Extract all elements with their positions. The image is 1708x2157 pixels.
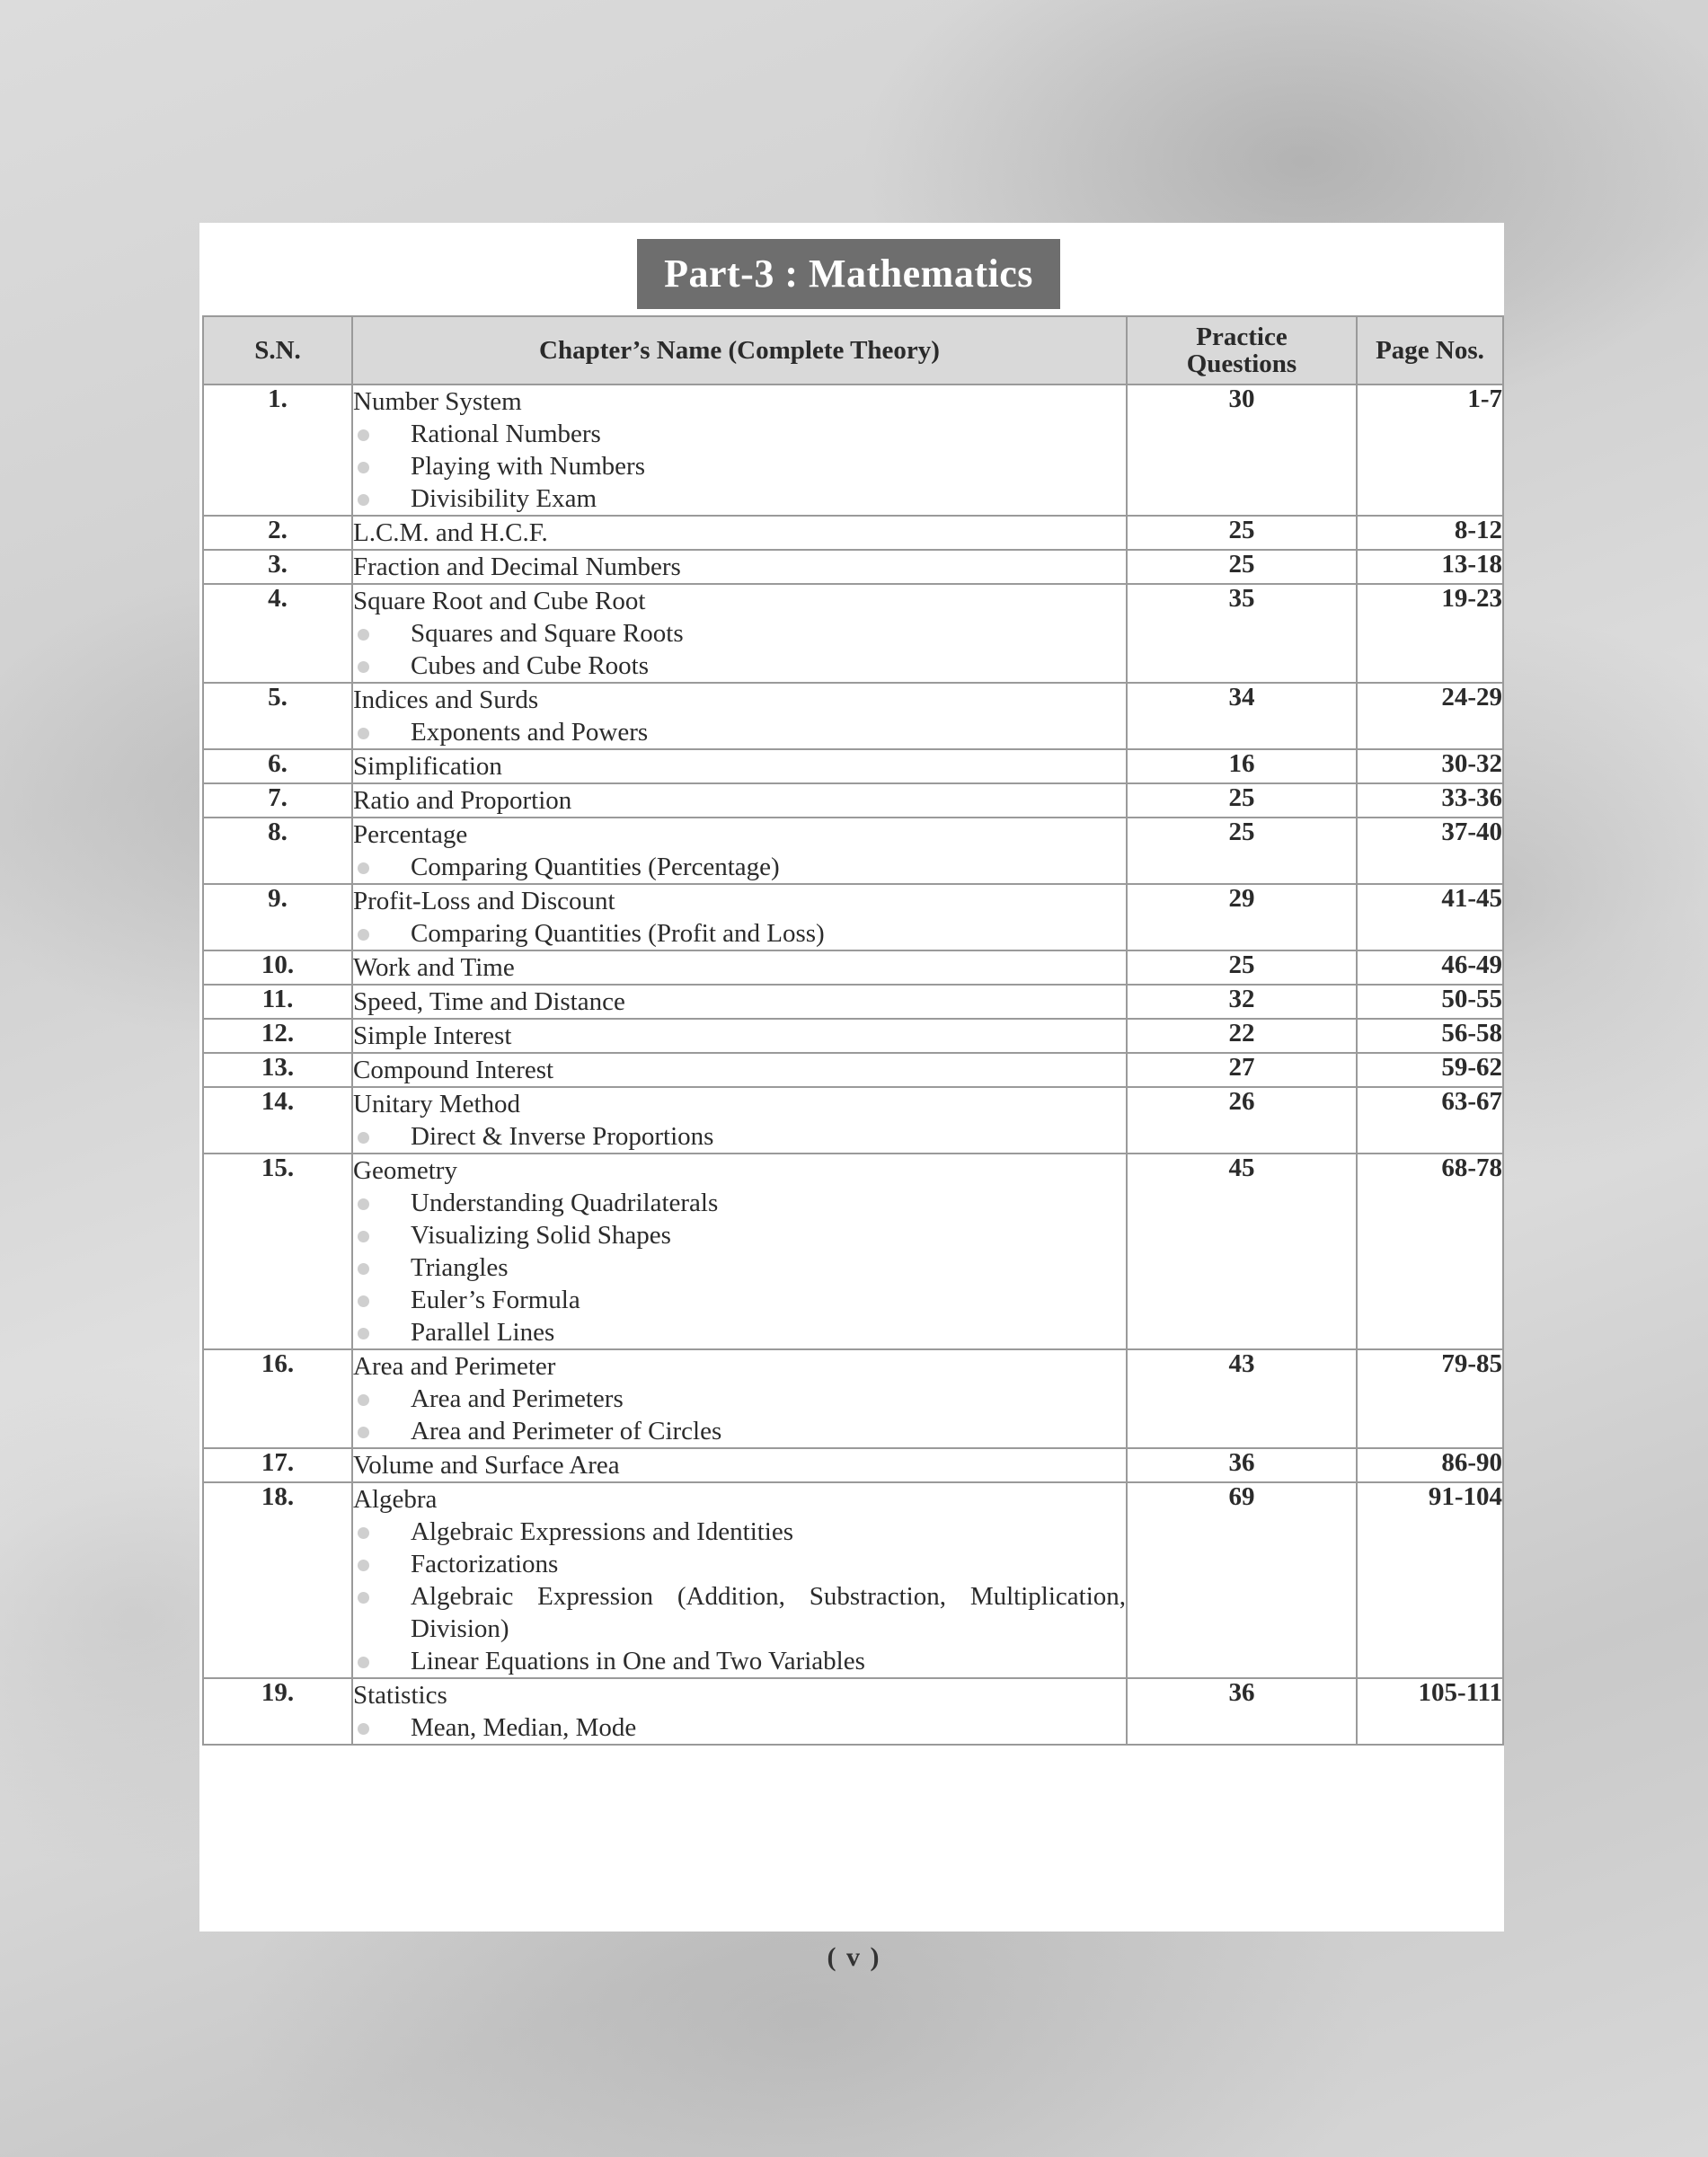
chapter-cell: [352, 985, 1127, 1019]
chapter-name: Simplification: [353, 752, 502, 781]
chapter-cell: [352, 385, 1127, 516]
page-range: 50-55: [1357, 985, 1503, 1019]
serial-number: 16.: [203, 1349, 352, 1448]
subtopic-item: [353, 1251, 1126, 1284]
subtopic-text: Exponents and Powers: [411, 718, 649, 747]
table-row: [203, 550, 1503, 584]
practice-questions: 29: [1127, 884, 1357, 950]
bullet-icon: [358, 1527, 369, 1539]
page-range: 8-12: [1357, 516, 1503, 550]
serial-number: 8.: [203, 818, 352, 884]
practice-questions: 25: [1127, 818, 1357, 884]
bullet-icon: [358, 862, 369, 874]
chapter-name: Ratio and Proportion: [353, 786, 572, 815]
chapter-name: Percentage: [353, 820, 468, 849]
serial-number: 14.: [203, 1087, 352, 1154]
header-chapter-name: Chapter’s Name (Complete Theory): [352, 316, 1127, 385]
table-row: [203, 385, 1503, 516]
subtopic-text: Squares and Square Roots: [411, 619, 684, 648]
table-row: [203, 1678, 1503, 1745]
page-range: 86-90: [1357, 1448, 1503, 1482]
chapter-name: Square Root and Cube Root: [353, 587, 646, 615]
practice-questions: 36: [1127, 1678, 1357, 1745]
subtopic-item: [353, 917, 1126, 950]
subtopic-item: [353, 1284, 1126, 1316]
subtopic-item: [353, 1187, 1126, 1219]
table-row: [203, 1154, 1503, 1349]
subtopic-list: [353, 1120, 1126, 1153]
subtopic-item: [353, 1383, 1126, 1415]
page-range: 37-40: [1357, 818, 1503, 884]
subtopic-text: Cubes and Cube Roots: [411, 651, 650, 680]
chapter-cell: [352, 749, 1127, 783]
subtopic-item: [353, 418, 1126, 450]
practice-questions: 34: [1127, 683, 1357, 749]
table-body: [203, 385, 1503, 1745]
chapter-cell: [352, 1154, 1127, 1349]
serial-number: 2.: [203, 516, 352, 550]
table-row: [203, 584, 1503, 683]
chapter-name: Simple Interest: [353, 1021, 512, 1050]
bullet-icon: [358, 1394, 369, 1406]
subtopic-item: [353, 650, 1126, 682]
subtopic-list: [353, 1383, 1126, 1447]
table-row: [203, 1019, 1503, 1053]
chapter-cell: [352, 1448, 1127, 1482]
practice-questions: 69: [1127, 1482, 1357, 1678]
chapter-cell: [352, 1053, 1127, 1087]
subtopic-text: Factorizations: [411, 1550, 559, 1578]
subtopic-text: Parallel Lines: [411, 1318, 555, 1347]
subtopic-text: Comparing Quantities (Percentage): [411, 853, 780, 881]
chapter-name: Unitary Method: [353, 1090, 521, 1118]
subtopic-text: Understanding Quadrilaterals: [411, 1189, 719, 1217]
page-range: 1-7: [1357, 385, 1503, 516]
practice-questions: 35: [1127, 584, 1357, 683]
serial-number: 4.: [203, 584, 352, 683]
subtopic-text: Algebraic Expression (Addition, Substraction, Multiplication, Division): [411, 1582, 1126, 1643]
serial-number: 19.: [203, 1678, 352, 1745]
bullet-icon: [358, 429, 369, 441]
page-range: 68-78: [1357, 1154, 1503, 1349]
bullet-icon: [358, 1295, 369, 1307]
header-questions-line1: Practice: [1196, 323, 1288, 351]
chapter-cell: [352, 516, 1127, 550]
subtopic-item: [353, 1580, 1126, 1645]
subtopic-text: Algebraic Expressions and Identities: [411, 1517, 794, 1546]
contents-table: [202, 315, 1504, 1746]
chapter-name: Indices and Surds: [353, 685, 539, 714]
subtopic-item: [353, 1415, 1126, 1447]
chapter-cell: [352, 1349, 1127, 1448]
subtopic-list: [353, 716, 1126, 748]
chapter-name: Fraction and Decimal Numbers: [353, 553, 681, 581]
practice-questions: 26: [1127, 1087, 1357, 1154]
page-title: Part-3 : Mathematics: [637, 239, 1060, 309]
page-range: 33-36: [1357, 783, 1503, 818]
serial-number: 10.: [203, 950, 352, 985]
chapter-name: L.C.M. and H.C.F.: [353, 518, 548, 547]
bullet-icon: [358, 1328, 369, 1339]
subtopic-list: [353, 917, 1126, 950]
header-questions-line2: Questions: [1186, 349, 1297, 378]
page-range: 46-49: [1357, 950, 1503, 985]
subtopic-item: [353, 716, 1126, 748]
chapter-cell: [352, 884, 1127, 950]
practice-questions: 32: [1127, 985, 1357, 1019]
chapter-name: Statistics: [353, 1681, 447, 1710]
page-range: 79-85: [1357, 1349, 1503, 1448]
serial-number: 3.: [203, 550, 352, 584]
subtopic-item: [353, 1645, 1126, 1677]
chapter-name: Volume and Surface Area: [353, 1451, 620, 1480]
subtopic-item: [353, 851, 1126, 883]
bullet-icon: [358, 1560, 369, 1571]
page-range: 91-104: [1357, 1482, 1503, 1678]
serial-number: 15.: [203, 1154, 352, 1349]
table-row: [203, 683, 1503, 749]
bullet-icon: [358, 629, 369, 641]
subtopic-list: [353, 418, 1126, 515]
table-row: [203, 516, 1503, 550]
table-row: [203, 818, 1503, 884]
practice-questions: 30: [1127, 385, 1357, 516]
chapter-name: Area and Perimeter: [353, 1352, 556, 1381]
chapter-cell: [352, 1087, 1127, 1154]
bullet-icon: [358, 494, 369, 506]
chapter-cell: [352, 1019, 1127, 1053]
page-number: ( v ): [827, 1942, 881, 1972]
chapter-cell: [352, 818, 1127, 884]
subtopic-text: Mean, Median, Mode: [411, 1713, 637, 1742]
subtopic-list: [353, 617, 1126, 682]
practice-questions: 45: [1127, 1154, 1357, 1349]
subtopic-text: Area and Perimeter of Circles: [411, 1417, 722, 1445]
serial-number: 7.: [203, 783, 352, 818]
subtopic-list: [353, 1711, 1126, 1744]
subtopic-text: Euler’s Formula: [411, 1286, 580, 1314]
practice-questions: 27: [1127, 1053, 1357, 1087]
bullet-icon: [358, 1592, 369, 1604]
chapter-cell: [352, 683, 1127, 749]
page-range: 13-18: [1357, 550, 1503, 584]
chapter-name: Number System: [353, 387, 522, 416]
practice-questions: 25: [1127, 783, 1357, 818]
subtopic-text: Triangles: [411, 1253, 509, 1282]
bullet-icon: [358, 1231, 369, 1242]
subtopic-text: Comparing Quantities (Profit and Loss): [411, 919, 825, 948]
page-range: 105-111: [1357, 1678, 1503, 1745]
chapter-name: Algebra: [353, 1485, 438, 1514]
chapter-name: Work and Time: [353, 953, 515, 982]
table-row: [203, 749, 1503, 783]
chapter-cell: [352, 1482, 1127, 1678]
serial-number: 1.: [203, 385, 352, 516]
bullet-icon: [358, 462, 369, 473]
page-range: 41-45: [1357, 884, 1503, 950]
chapter-cell: [352, 584, 1127, 683]
subtopic-item: [353, 617, 1126, 650]
subtopic-item: [353, 1548, 1126, 1580]
chapter-name: Profit-Loss and Discount: [353, 887, 615, 915]
practice-questions: 25: [1127, 516, 1357, 550]
practice-questions: 25: [1127, 550, 1357, 584]
bullet-icon: [358, 728, 369, 739]
chapter-name: Geometry: [353, 1156, 457, 1185]
bullet-icon: [358, 1132, 369, 1144]
table-row: [203, 1053, 1503, 1087]
subtopic-text: Rational Numbers: [411, 420, 601, 448]
practice-questions: 43: [1127, 1349, 1357, 1448]
serial-number: 6.: [203, 749, 352, 783]
subtopic-item: [353, 1711, 1126, 1744]
serial-number: 18.: [203, 1482, 352, 1678]
chapter-cell: [352, 950, 1127, 985]
page-range: 56-58: [1357, 1019, 1503, 1053]
table-row: [203, 1349, 1503, 1448]
page-range: 19-23: [1357, 584, 1503, 683]
practice-questions: 16: [1127, 749, 1357, 783]
practice-questions: 22: [1127, 1019, 1357, 1053]
serial-number: 5.: [203, 683, 352, 749]
page-range: 30-32: [1357, 749, 1503, 783]
subtopic-item: [353, 450, 1126, 482]
practice-questions: 36: [1127, 1448, 1357, 1482]
page-range: 59-62: [1357, 1053, 1503, 1087]
subtopic-text: Direct & Inverse Proportions: [411, 1122, 714, 1151]
page-range: 24-29: [1357, 683, 1503, 749]
chapter-cell: [352, 1678, 1127, 1745]
bullet-icon: [358, 929, 369, 941]
bullet-icon: [358, 1198, 369, 1210]
table-row: [203, 1448, 1503, 1482]
serial-number: 13.: [203, 1053, 352, 1087]
page-range: 63-67: [1357, 1087, 1503, 1154]
serial-number: 9.: [203, 884, 352, 950]
table-row: [203, 985, 1503, 1019]
subtopic-item: [353, 482, 1126, 515]
chapter-name: Compound Interest: [353, 1056, 554, 1084]
serial-number: 11.: [203, 985, 352, 1019]
header-row: [203, 316, 1503, 385]
subtopic-text: Divisibility Exam: [411, 484, 597, 513]
table-row: [203, 950, 1503, 985]
table-header: [203, 316, 1503, 385]
table-row: [203, 783, 1503, 818]
subtopic-text: Area and Perimeters: [411, 1384, 624, 1413]
subtopic-item: [353, 1219, 1126, 1251]
subtopic-item: [353, 1316, 1126, 1348]
subtopic-list: [353, 1187, 1126, 1348]
serial-number: 12.: [203, 1019, 352, 1053]
serial-number: 17.: [203, 1448, 352, 1482]
chapter-cell: [352, 783, 1127, 818]
header-sn: S.N.: [203, 316, 352, 385]
subtopic-list: [353, 1516, 1126, 1677]
subtopic-item: [353, 1516, 1126, 1548]
bullet-icon: [358, 661, 369, 673]
table-row: [203, 1482, 1503, 1678]
table-row: [203, 1087, 1503, 1154]
subtopic-text: Playing with Numbers: [411, 452, 645, 481]
bullet-icon: [358, 1657, 369, 1668]
bullet-icon: [358, 1263, 369, 1275]
contents-panel: [199, 223, 1504, 1932]
subtopic-text: Visualizing Solid Shapes: [411, 1221, 671, 1250]
table-row: [203, 884, 1503, 950]
header-page-nos: Page Nos.: [1357, 316, 1503, 385]
subtopic-item: [353, 1120, 1126, 1153]
bullet-icon: [358, 1723, 369, 1735]
bullet-icon: [358, 1427, 369, 1438]
subtopic-text: Linear Equations in One and Two Variables: [411, 1647, 865, 1675]
practice-questions: 25: [1127, 950, 1357, 985]
chapter-cell: [352, 550, 1127, 584]
chapter-name: Speed, Time and Distance: [353, 987, 625, 1016]
header-practice-questions: [1127, 316, 1357, 385]
subtopic-list: [353, 851, 1126, 883]
